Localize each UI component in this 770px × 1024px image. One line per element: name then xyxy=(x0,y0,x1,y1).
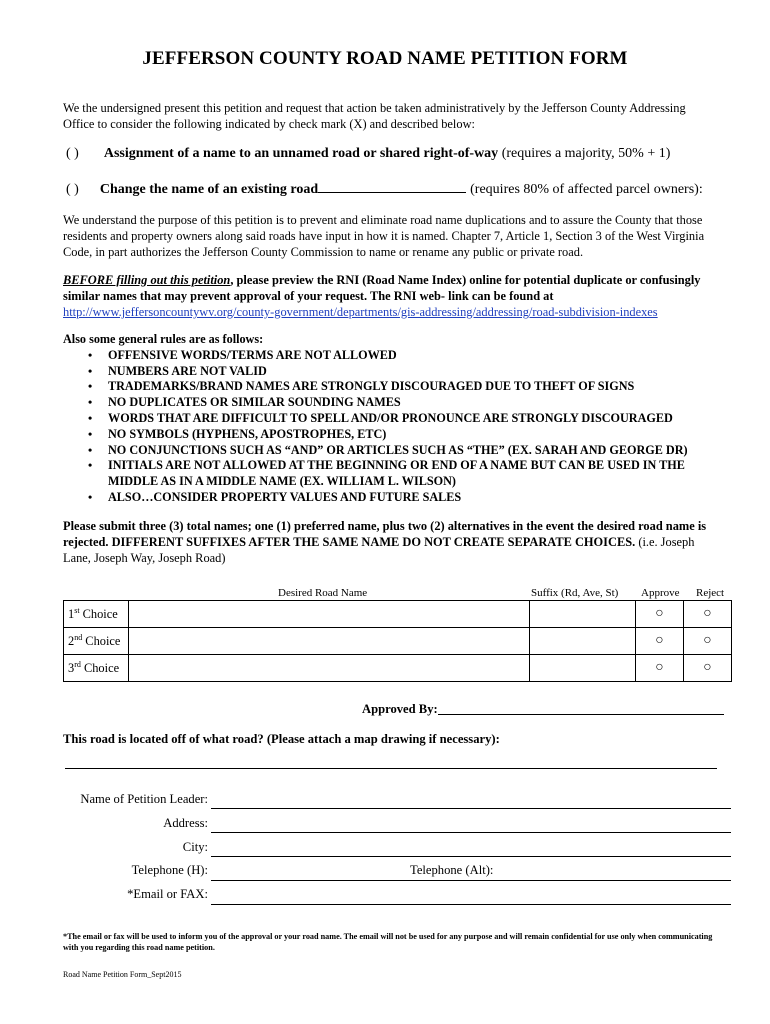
road-answer-line[interactable] xyxy=(65,768,717,769)
email-fax-label: *Email or FAX: xyxy=(127,887,208,901)
choice-1-suffix-input[interactable] xyxy=(530,601,636,628)
before-lead: BEFORE filling out this petition xyxy=(63,273,231,287)
existing-road-blank[interactable] xyxy=(318,180,466,193)
choice-3-reject-radio[interactable]: ○ xyxy=(684,655,732,682)
choices-table xyxy=(63,600,732,682)
approved-by-line[interactable] xyxy=(438,714,724,715)
choice-2-approve-radio[interactable]: ○ xyxy=(636,628,684,655)
bullet-icon: • xyxy=(88,347,93,362)
email-fax-field[interactable] xyxy=(211,904,731,905)
option-assign-name[interactable] xyxy=(66,146,670,162)
table-row xyxy=(64,601,732,628)
address-label: Address: xyxy=(163,816,208,830)
petition-leader-field[interactable] xyxy=(211,808,731,809)
choice-2-name-input[interactable] xyxy=(129,628,530,655)
header-reject: Reject xyxy=(696,587,725,599)
choice-1-reject-radio[interactable]: ○ xyxy=(684,601,732,628)
petition-leader-label: Name of Petition Leader: xyxy=(80,792,208,806)
option-change-label: Change the name of an existing road xyxy=(99,182,319,197)
choice-1-label: 1st Choice xyxy=(64,601,129,628)
rule-item: • NO SYMBOLS (HYPHENS, APOSTROPHES, ETC) xyxy=(88,426,387,441)
road-question: This road is located off of what road? (Please attach a map drawing if necessary): xyxy=(63,732,500,746)
submit-instructions: Please submit three (3) total names; one (1) preferred name, plus two (2) alternatives in the event the desired road name is rejected. DIFFERENT SUFFIXES AFTER THE SAME NAME DO NOT CREATE SEPARATE CHOICES. xyxy=(63,519,707,549)
city-label: City: xyxy=(182,840,208,854)
choice-2-label: 2nd Choice xyxy=(64,628,129,655)
before-paragraph xyxy=(63,272,723,320)
choice-3-name-input[interactable] xyxy=(129,655,530,682)
choice-2-suffix-input[interactable] xyxy=(530,628,636,655)
choice-1-name-input[interactable] xyxy=(129,601,530,628)
bullet-icon: • xyxy=(88,426,93,441)
option-assign-requirement: (requires a majority, 50% + 1) xyxy=(498,146,671,161)
rule-item: • NO CONJUNCTIONS SUCH AS “AND” OR ARTICLES SUCH AS “THE” (EX. SARAH AND GEORGE DR) xyxy=(88,442,688,457)
rni-link[interactable]: http://www.jeffersoncountywv.org/county-government/departments/gis-addressing/addressing/road-subdivision-indexes xyxy=(63,305,658,319)
bullet-icon: • xyxy=(88,379,93,394)
option-assign-checkbox[interactable]: ( ) xyxy=(66,146,79,161)
submit-example: (i.e. Joseph Lane, Joseph Way, Joseph Road) xyxy=(63,535,695,565)
city-field[interactable] xyxy=(211,856,731,857)
bullet-icon: • xyxy=(88,458,93,473)
address-field[interactable] xyxy=(211,832,731,833)
bullet-icon: • xyxy=(88,363,93,378)
email-note: *The email or fax will be used to inform you of the approval or your road name. The email will not be used for any purpose and will remain confidential for use only when communicating with you regarding this road name petition. xyxy=(63,932,713,952)
table-row xyxy=(64,628,732,655)
table-row xyxy=(64,655,732,682)
rule-item: • NO DUPLICATES OR SIMILAR SOUNDING NAMES xyxy=(88,395,401,410)
choice-3-approve-radio[interactable]: ○ xyxy=(636,655,684,682)
option-change-requirement: (requires 80% of affected parcel owners): xyxy=(470,182,703,197)
before-text: , please preview the RNI (Road Name Index) online for potential duplicate or confusingly similar names that may prevent approval of your request. The RNI web- link can be found at xyxy=(63,273,701,303)
rules-section xyxy=(63,332,723,506)
option-assign-label: Assignment of a name to an unnamed road or shared right-of-way xyxy=(103,146,499,161)
intro-paragraph: We the undersigned present this petition and request that action be taken administratively by the Jefferson County Addressing Office to consider the following indicated by check mark (X) and described below: xyxy=(63,101,686,131)
rule-item: • WORDS THAT ARE DIFFICULT TO SPELL AND/OR PRONOUNCE ARE STRONGLY DISCOURAGED xyxy=(88,410,673,425)
submit-paragraph xyxy=(63,518,723,566)
rule-item: • INITIALS ARE NOT ALLOWED AT THE BEGINNING OR END OF A NAME BUT CAN BE USED IN THE MIDDLE AS IN A MIDDLE NAME (EX. WILLIAM L. WILSON) xyxy=(88,458,685,489)
phone-home-label: Telephone (H): xyxy=(131,863,208,877)
choice-1-approve-radio[interactable]: ○ xyxy=(636,601,684,628)
rules-list xyxy=(63,348,723,506)
rule-item: • NUMBERS ARE NOT VALID xyxy=(88,363,267,378)
page-title: JEFFERSON COUNTY ROAD NAME PETITION FORM xyxy=(142,48,628,69)
rule-item: • TRADEMARKS/BRAND NAMES ARE STRONGLY DISCOURAGED DUE TO THEFT OF SIGNS xyxy=(88,379,635,394)
choice-2-reject-radio[interactable]: ○ xyxy=(684,628,732,655)
phone-alt-label: Telephone (Alt): xyxy=(410,863,494,877)
choice-3-label: 3rd Choice xyxy=(64,655,129,682)
header-suffix: Suffix (Rd, Ave, St) xyxy=(531,587,619,599)
choice-3-suffix-input[interactable] xyxy=(530,655,636,682)
header-approve: Approve xyxy=(641,587,680,599)
bullet-icon: • xyxy=(88,395,93,410)
purpose-paragraph: We understand the purpose of this petition is to prevent and eliminate road name duplications and to assure the County that those residents and property owners along said roads have input in how it is named. Chapter 7, Article 1, Section 3 of the West Virginia Code, in part authorizes the Jefferson County Commission to name or rename any public or private road. xyxy=(63,213,705,259)
phone-field[interactable] xyxy=(211,880,731,881)
bullet-icon: • xyxy=(88,410,93,425)
rule-item: • OFFENSIVE WORDS/TERMS ARE NOT ALLOWED xyxy=(88,347,397,362)
footer-form-id: Road Name Petition Form_Sept2015 xyxy=(63,970,182,979)
option-change-checkbox[interactable]: ( ) xyxy=(66,182,79,197)
rule-item: • ALSO…CONSIDER PROPERTY VALUES AND FUTURE SALES xyxy=(88,489,462,504)
header-desired-road-name: Desired Road Name xyxy=(278,587,368,599)
rules-heading: Also some general rules are as follows: xyxy=(63,332,264,346)
bullet-icon: • xyxy=(88,489,93,504)
bullet-icon: • xyxy=(88,442,93,457)
option-change-name[interactable] xyxy=(66,180,703,198)
approved-by-label: Approved By: xyxy=(362,702,438,716)
